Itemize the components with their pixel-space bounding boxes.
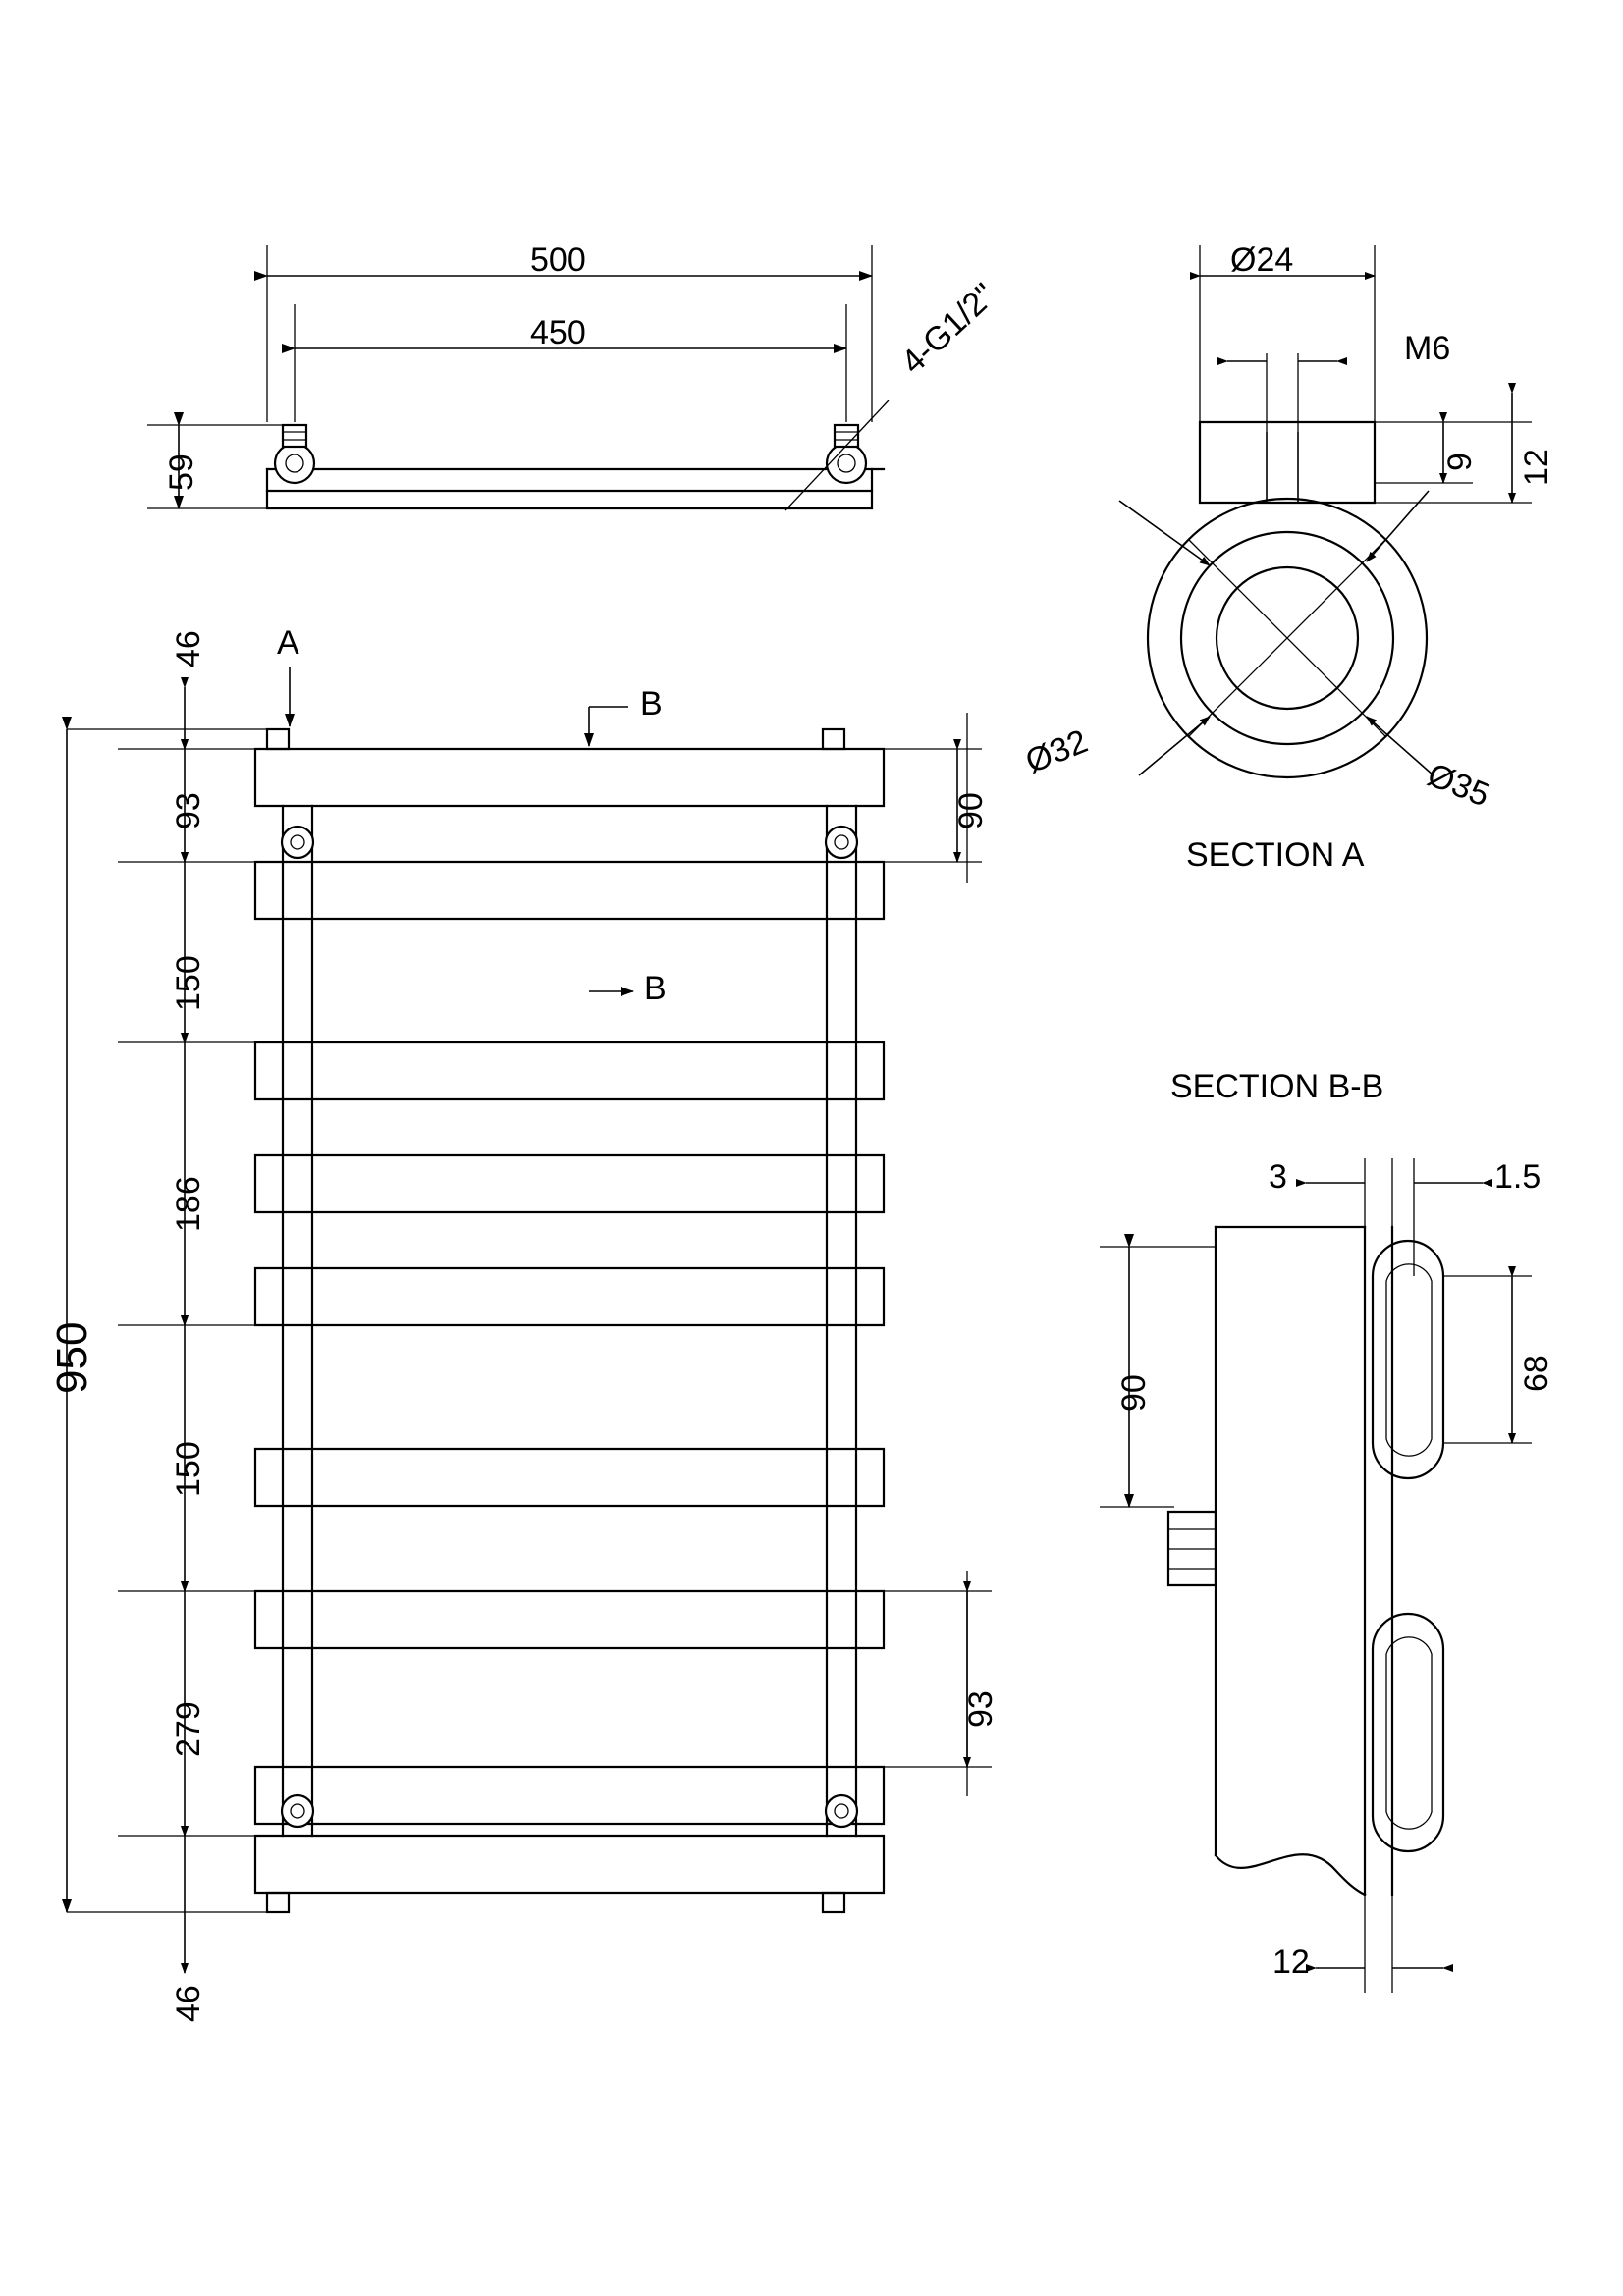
section-bb-geometry [1168, 1227, 1443, 1895]
front-left-dimension-chain [67, 687, 267, 1973]
front-right-dimension-chain [884, 713, 992, 1796]
section-a-title: SECTION A [1186, 836, 1365, 874]
section-a-dimensions [1200, 241, 1532, 503]
dim-label-68: 68 [1518, 1355, 1555, 1392]
top-view-geometry [267, 400, 889, 510]
section-bb-dimensions [1100, 1158, 1532, 1993]
dim-label-93: 93 [170, 792, 207, 829]
dim-label-dia-32: Ø32 [1020, 722, 1094, 781]
dim-label-top-margin-46: 46 [170, 630, 207, 667]
dim-label-59: 59 [163, 454, 200, 491]
dim-label-bar-pitch-90: 90 [952, 792, 990, 829]
section-a-geometry [1119, 422, 1434, 777]
dim-label-500: 500 [530, 241, 586, 279]
section-mark-a: A [277, 624, 299, 662]
dim-label-90-section: 90 [1115, 1374, 1153, 1412]
dim-label-150-upper: 150 [170, 955, 207, 1011]
dim-label-dia-35: Ø35 [1422, 756, 1495, 815]
dim-label-m6: M6 [1404, 330, 1451, 367]
dim-label-186: 186 [170, 1176, 207, 1232]
section-mark-b-lower: B [644, 970, 667, 1007]
section-mark-b-top: B [640, 685, 663, 722]
dim-label-279: 279 [170, 1701, 207, 1757]
dim-label-450: 450 [530, 314, 586, 351]
dim-label-bracket-offset-93: 93 [962, 1690, 1000, 1728]
front-view-geometry [255, 667, 884, 1912]
dim-label-overall-height-950: 950 [48, 1321, 96, 1394]
dim-label-12: 12 [1518, 449, 1555, 486]
dim-label-9: 9 [1441, 453, 1479, 471]
section-bb-title: SECTION B-B [1170, 1068, 1384, 1105]
dim-label-12-section: 12 [1272, 1944, 1310, 1981]
dim-label-1-5: 1.5 [1494, 1158, 1542, 1196]
callout-label-connection: 4-G1/2" [893, 276, 1003, 382]
dim-label-bottom-margin-46: 46 [170, 1985, 207, 2022]
dim-label-dia-24: Ø24 [1230, 241, 1294, 279]
dim-label-3: 3 [1269, 1158, 1287, 1196]
dim-label-150-lower: 150 [170, 1441, 207, 1497]
